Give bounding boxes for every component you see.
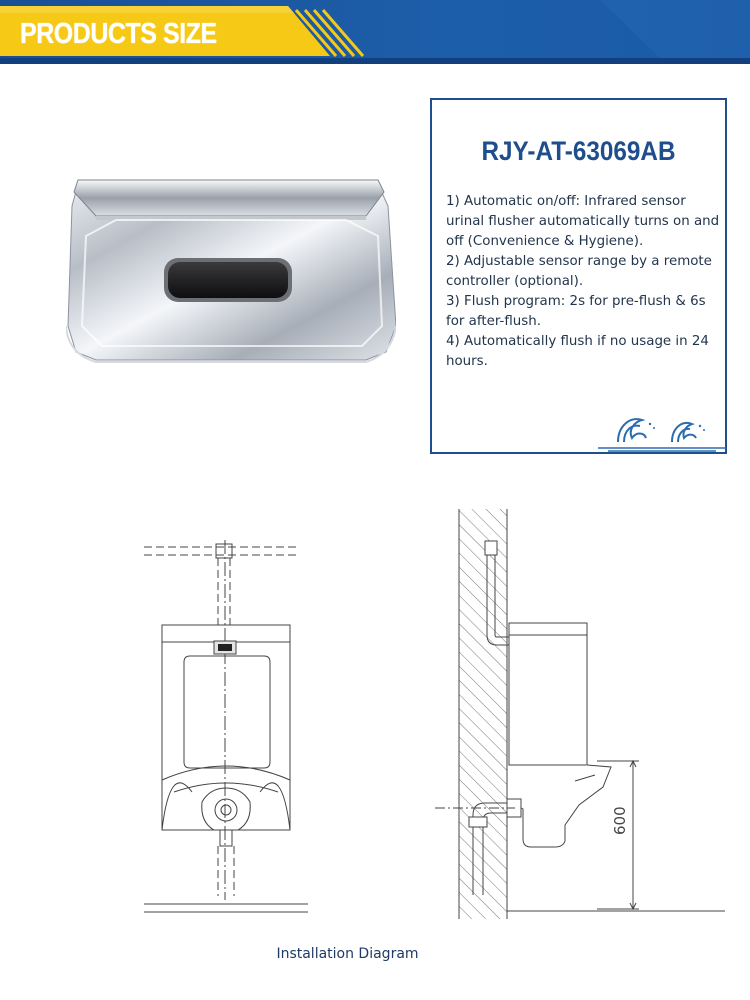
feature-item: 4) Automatically flush if no usage in 24 hours. (446, 334, 709, 369)
product-image (66, 176, 396, 366)
sensor-flusher-illustration (66, 176, 396, 366)
header-banner (0, 0, 750, 64)
wave-logo-icon (598, 406, 726, 452)
dimension-label: 600 (611, 806, 629, 835)
side-view-drawing (425, 505, 735, 925)
feature-list (446, 192, 722, 372)
product-info-box (430, 98, 727, 454)
front-view-drawing (130, 530, 320, 925)
page-title: PRODUCTS SIZE (20, 18, 217, 50)
model-number: RJY-AT-63069AB (481, 136, 676, 166)
feature-item: 1) Automatic on/off: Infrared sensor urinal flusher automatically turns on and off (Convenience & Hygiene). (446, 194, 720, 249)
feature-item: 3) Flush program: 2s for pre-flush & 6s for after-flush. (446, 294, 706, 329)
diagram-caption: Installation Diagram (276, 946, 419, 962)
feature-item: 2) Adjustable sensor range by a remote controller (optional). (446, 254, 712, 289)
